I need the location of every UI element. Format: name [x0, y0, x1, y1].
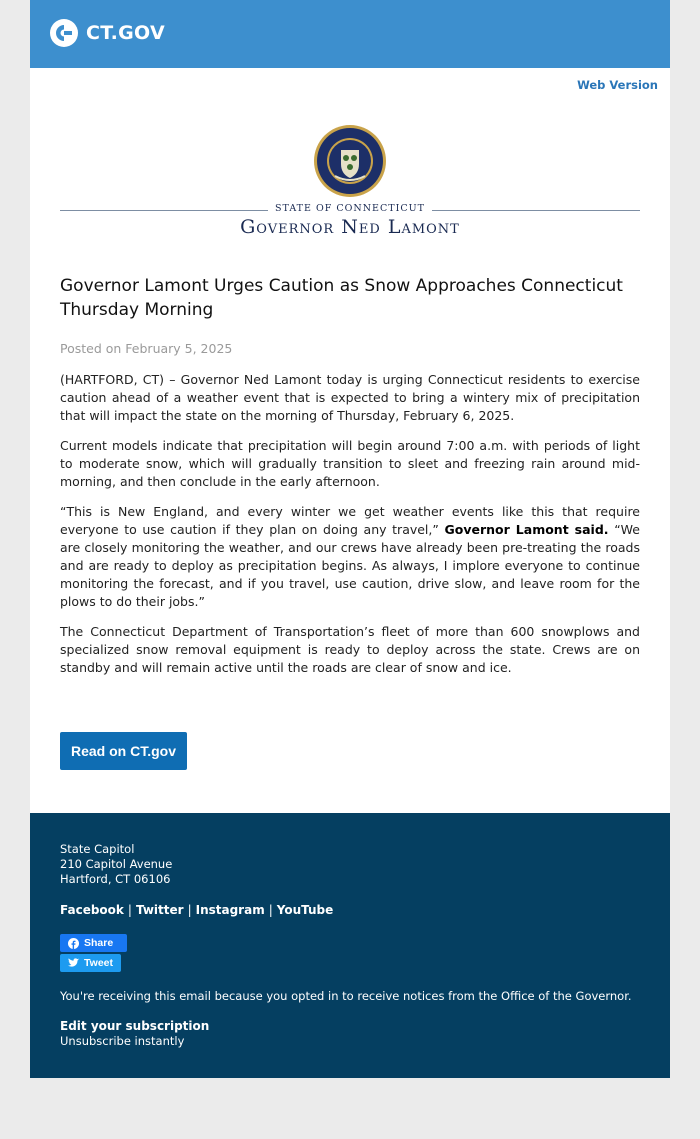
read-on-ctgov-button[interactable]: Read on CT.gov [60, 732, 187, 770]
address-line-2: 210 Capitol Avenue [60, 857, 173, 871]
web-version-link[interactable]: Web Version [577, 78, 658, 92]
separator: | [268, 903, 273, 917]
separator: | [187, 903, 192, 917]
email-container [30, 0, 670, 1078]
article-title: Governor Lamont Urges Caution as Snow Approaches Connecticut Thursday Morning [60, 276, 623, 320]
separator: | [127, 903, 132, 917]
paragraph-2: Current models indicate that precipitation will begin around 7:00 a.m. with periods of light to moderate snow, which will gradually transition to sleet and freezing rain around mid-morning, and then conclude in the early afternoon. [60, 438, 640, 489]
facebook-icon [68, 938, 79, 949]
facebook-share-button[interactable] [60, 934, 127, 952]
twitter-bird-icon [68, 958, 79, 968]
share-label: Share [84, 937, 114, 949]
quote-part-1: “This is New England, and every winter we get weather events like this that require everyone to use caution if they plan on doing any travel,” [60, 504, 640, 537]
instagram-link[interactable]: Instagram [195, 903, 265, 917]
governor-name: Governor Ned Lamont [240, 216, 460, 238]
posted-date: Posted on February 5, 2025 [60, 341, 233, 356]
footer [30, 813, 670, 1078]
logo-text: CT.GOV [86, 22, 165, 44]
paragraph-3 [60, 503, 640, 611]
social-links [60, 903, 333, 917]
address-block [60, 842, 172, 887]
tweet-label: Tweet [84, 957, 113, 969]
facebook-link[interactable]: Facebook [60, 903, 124, 917]
edit-subscription-link[interactable]: Edit your subscription [60, 1019, 210, 1033]
ct-gov-logo[interactable] [50, 19, 165, 47]
header-bar [30, 0, 670, 68]
quote-attribution: Governor Lamont said. [444, 522, 609, 537]
twitter-tweet-button[interactable] [60, 954, 121, 972]
article-body [60, 371, 640, 689]
youtube-link[interactable]: YouTube [276, 903, 334, 917]
paragraph-1: (HARTFORD, CT) – Governor Ned Lamont today is urging Connecticut residents to exercise caution ahead of a weather event that is expected to bring a wintery mix of precipitation that will impact the state on the morning of Thursday, February 6, 2025. [60, 372, 640, 423]
opt-in-notice: You're receiving this email because you opted in to receive notices from the Office of the Governor. [60, 989, 632, 1003]
twitter-link[interactable]: Twitter [135, 903, 184, 917]
main-content [30, 68, 670, 813]
divider-right [432, 210, 640, 211]
unsubscribe-link[interactable]: Unsubscribe instantly [60, 1034, 185, 1048]
state-label: STATE OF CONNECTICUT [275, 203, 425, 214]
address-line-3: Hartford, CT 06106 [60, 872, 171, 886]
quote-part-2: “We are closely monitoring the weather, and our crews have already been pre-treating the roads and are ready to deploy as precipitation begins. As always, I implore everyone to continue monitoring the forecast, and if you travel, use caution, drive slow, and leave room for the plows to do their jobs.” [60, 522, 640, 609]
address-line-1: State Capitol [60, 842, 135, 856]
ct-logo-icon [50, 19, 78, 47]
state-seal-icon [313, 124, 387, 198]
paragraph-4: The Connecticut Department of Transportation’s fleet of more than 600 snowplows and specialized snow removal equipment is ready to deploy across the state. Crews are on standby and will remain active until the roads are clear of snow and ice. [60, 624, 640, 675]
